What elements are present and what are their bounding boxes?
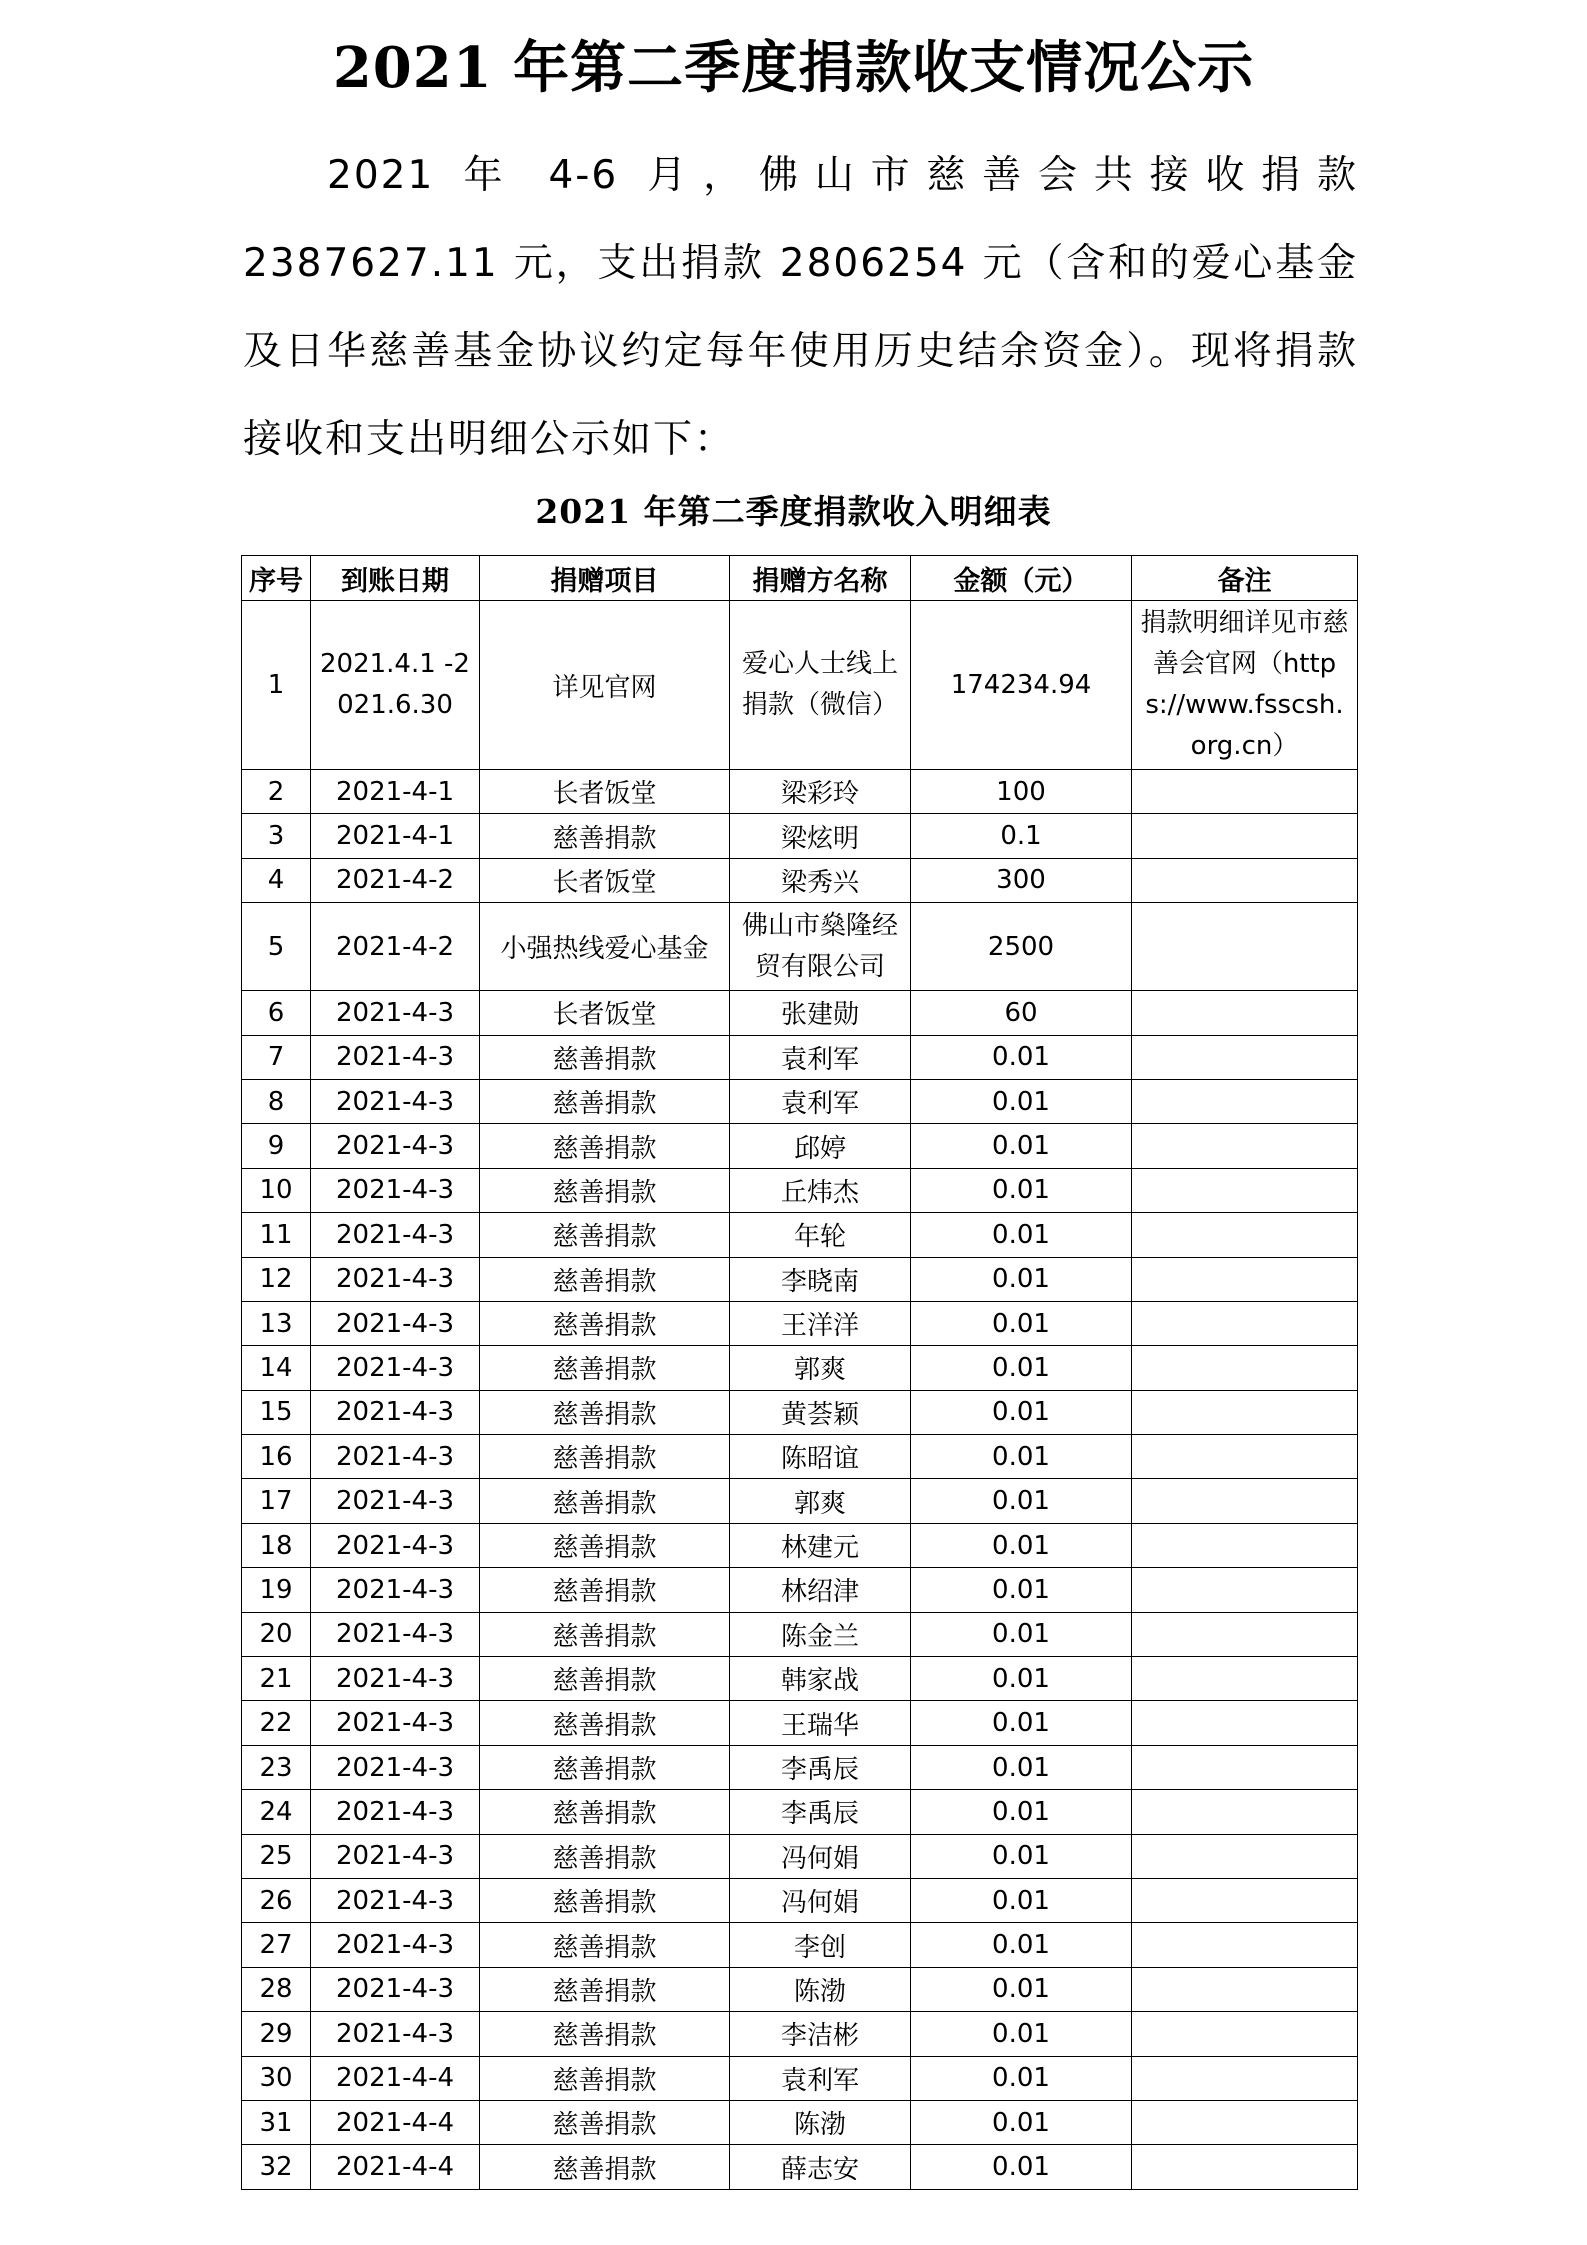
cell-amount: 0.01	[911, 1035, 1132, 1079]
table-row	[242, 601, 1358, 770]
cell-note	[1132, 770, 1358, 814]
cell-project: 慈善捐款	[480, 1923, 730, 1967]
cell-note	[1132, 1346, 1358, 1390]
cell-date: 2021-4-3	[311, 1923, 480, 1967]
cell-note	[1132, 1701, 1358, 1745]
table-row	[242, 1568, 1358, 1612]
cell-no: 31	[242, 2100, 311, 2144]
cell-donor: 邱婷	[730, 1124, 911, 1168]
cell-no: 22	[242, 1701, 311, 1745]
cell-amount: 0.01	[911, 1435, 1132, 1479]
cell-donor: 薛志安	[730, 2145, 911, 2189]
cell-no: 25	[242, 1834, 311, 1878]
cell-donor: 王瑞华	[730, 1701, 911, 1745]
cell-note	[1132, 814, 1358, 858]
cell-project: 慈善捐款	[480, 1390, 730, 1434]
cell-note	[1132, 858, 1358, 902]
cell-donor: 袁利军	[730, 2056, 911, 2100]
cell-no: 29	[242, 2012, 311, 2056]
cell-project: 慈善捐款	[480, 1257, 730, 1301]
cell-donor: 李洁彬	[730, 2012, 911, 2056]
cell-date: 2021-4-3	[311, 1346, 480, 1390]
cell-note	[1132, 1124, 1358, 1168]
cell-project: 慈善捐款	[480, 1124, 730, 1168]
cell-donor: 郭爽	[730, 1346, 911, 1390]
cell-no: 32	[242, 2145, 311, 2189]
cell-note	[1132, 1790, 1358, 1834]
cell-amount: 0.01	[911, 1657, 1132, 1701]
table-row	[242, 1523, 1358, 1567]
cell-no: 28	[242, 1967, 311, 2011]
cell-donor: 佛山市燊隆经贸有限公司	[730, 903, 911, 991]
cell-donor: 李创	[730, 1923, 911, 1967]
cell-project: 长者饭堂	[480, 770, 730, 814]
cell-no: 27	[242, 1923, 311, 1967]
table-row	[242, 1390, 1358, 1434]
cell-date: 2021-4-1	[311, 770, 480, 814]
cell-no: 8	[242, 1079, 311, 1123]
cell-project: 慈善捐款	[480, 1035, 730, 1079]
table-row	[242, 1346, 1358, 1390]
cell-project: 慈善捐款	[480, 1878, 730, 1922]
table-row	[242, 1479, 1358, 1523]
cell-amount: 0.01	[911, 1834, 1132, 1878]
cell-donor: 陈渤	[730, 1967, 911, 2011]
cell-amount: 0.01	[911, 1745, 1132, 1789]
cell-amount: 0.01	[911, 1790, 1132, 1834]
cell-donor: 李晓南	[730, 1257, 911, 1301]
cell-note	[1132, 1568, 1358, 1612]
cell-donor: 陈昭谊	[730, 1435, 911, 1479]
cell-date: 2021-4-3	[311, 1435, 480, 1479]
table-row	[242, 903, 1358, 991]
cell-note	[1132, 2056, 1358, 2100]
intro-paragraph: 2021 年 4-6 月，佛山市慈善会共接收捐款 2387627.11 元，支出捐款 2806254 元（含和的爱心基金及日华慈善基金协议约定每年使用历史结余资金）。现将捐款接收和支出明细公示如下：	[243, 153, 1358, 462]
cell-project: 慈善捐款	[480, 814, 730, 858]
cell-donor: 郭爽	[730, 1479, 911, 1523]
cell-note	[1132, 1479, 1358, 1523]
cell-date: 2021-4-2	[311, 858, 480, 902]
cell-date: 2021-4-3	[311, 1213, 480, 1257]
table-row	[242, 1657, 1358, 1701]
cell-date: 2021-4-3	[311, 1612, 480, 1656]
cell-amount: 0.01	[911, 1168, 1132, 1212]
header-no: 序号	[242, 556, 311, 601]
cell-donor: 李禹辰	[730, 1745, 911, 1789]
cell-amount: 0.01	[911, 2145, 1132, 2189]
cell-date: 2021-4-3	[311, 1390, 480, 1434]
table-header-row	[242, 556, 1358, 601]
cell-project: 慈善捐款	[480, 1523, 730, 1567]
cell-amount: 0.01	[911, 1124, 1132, 1168]
cell-note	[1132, 1923, 1358, 1967]
cell-amount: 0.01	[911, 2056, 1132, 2100]
cell-note	[1132, 1967, 1358, 2011]
table-row	[242, 1035, 1358, 1079]
cell-donor: 袁利军	[730, 1079, 911, 1123]
cell-donor: 爱心人士线上捐款（微信）	[730, 601, 911, 770]
cell-amount: 0.1	[911, 814, 1132, 858]
cell-donor: 冯何娟	[730, 1834, 911, 1878]
cell-donor: 年轮	[730, 1213, 911, 1257]
cell-amount: 0.01	[911, 1523, 1132, 1567]
cell-no: 23	[242, 1745, 311, 1789]
cell-amount: 0.01	[911, 1346, 1132, 1390]
cell-date: 2021-4-3	[311, 1523, 480, 1567]
cell-no: 17	[242, 1479, 311, 1523]
cell-date: 2021-4-3	[311, 1701, 480, 1745]
cell-project: 长者饭堂	[480, 991, 730, 1035]
cell-project: 慈善捐款	[480, 1301, 730, 1345]
cell-date: 2021-4-3	[311, 1745, 480, 1789]
cell-date: 2021-4-3	[311, 1568, 480, 1612]
cell-no: 15	[242, 1390, 311, 1434]
cell-date: 2021-4-3	[311, 2012, 480, 2056]
cell-date: 2021-4-3	[311, 1168, 480, 1212]
cell-project: 详见官网	[480, 601, 730, 770]
cell-note	[1132, 2012, 1358, 2056]
cell-date: 2021-4-4	[311, 2145, 480, 2189]
cell-donor: 陈渤	[730, 2100, 911, 2144]
cell-no: 26	[242, 1878, 311, 1922]
cell-amount: 0.01	[911, 1479, 1132, 1523]
cell-note	[1132, 1168, 1358, 1212]
cell-note	[1132, 1612, 1358, 1656]
table-row	[242, 1612, 1358, 1656]
table-row	[242, 858, 1358, 902]
cell-project: 慈善捐款	[480, 1435, 730, 1479]
cell-no: 18	[242, 1523, 311, 1567]
cell-amount: 0.01	[911, 1257, 1132, 1301]
cell-note	[1132, 1745, 1358, 1789]
cell-date: 2021-4-3	[311, 1657, 480, 1701]
table-row	[242, 1745, 1358, 1789]
cell-no: 13	[242, 1301, 311, 1345]
cell-note: 捐款明细详见市慈善会官网（https://www.fsscsh.org.cn）	[1132, 601, 1358, 770]
table-row	[242, 1168, 1358, 1212]
header-date: 到账日期	[311, 556, 480, 601]
cell-date: 2021-4-3	[311, 1878, 480, 1922]
cell-project: 慈善捐款	[480, 1568, 730, 1612]
cell-date: 2021-4-4	[311, 2100, 480, 2144]
cell-note	[1132, 2100, 1358, 2144]
cell-project: 慈善捐款	[480, 1790, 730, 1834]
cell-date: 2021-4-4	[311, 2056, 480, 2100]
cell-amount: 0.01	[911, 1390, 1132, 1434]
cell-amount: 60	[911, 991, 1132, 1035]
cell-no: 5	[242, 903, 311, 991]
cell-amount: 0.01	[911, 1301, 1132, 1345]
table-row	[242, 1967, 1358, 2011]
cell-project: 慈善捐款	[480, 2056, 730, 2100]
header-project: 捐赠项目	[480, 556, 730, 601]
cell-no: 3	[242, 814, 311, 858]
cell-project: 慈善捐款	[480, 2145, 730, 2189]
cell-note	[1132, 1213, 1358, 1257]
cell-donor: 梁彩玲	[730, 770, 911, 814]
cell-no: 12	[242, 1257, 311, 1301]
cell-project: 慈善捐款	[480, 1701, 730, 1745]
cell-no: 9	[242, 1124, 311, 1168]
header-donor: 捐赠方名称	[730, 556, 911, 601]
cell-donor: 梁秀兴	[730, 858, 911, 902]
cell-amount: 0.01	[911, 1612, 1132, 1656]
table-body	[242, 601, 1358, 2190]
cell-no: 21	[242, 1657, 311, 1701]
table-row	[242, 991, 1358, 1035]
cell-no: 30	[242, 2056, 311, 2100]
cell-note	[1132, 1435, 1358, 1479]
cell-donor: 黄荟颖	[730, 1390, 911, 1434]
header-note: 备注	[1132, 556, 1358, 601]
cell-project: 慈善捐款	[480, 2100, 730, 2144]
table-title: 2021 年第二季度捐款收入明细表	[535, 492, 1052, 531]
table-row	[242, 2012, 1358, 2056]
header-amount: 金额（元）	[911, 556, 1132, 601]
cell-no: 10	[242, 1168, 311, 1212]
cell-donor: 丘炜杰	[730, 1168, 911, 1212]
cell-amount: 100	[911, 770, 1132, 814]
table-row	[242, 814, 1358, 858]
cell-amount: 2500	[911, 903, 1132, 991]
cell-date: 2021-4-3	[311, 1124, 480, 1168]
cell-project: 慈善捐款	[480, 1834, 730, 1878]
table-row	[242, 1257, 1358, 1301]
cell-amount: 174234.94	[911, 601, 1132, 770]
cell-no: 16	[242, 1435, 311, 1479]
cell-no: 14	[242, 1346, 311, 1390]
cell-note	[1132, 1390, 1358, 1434]
cell-amount: 0.01	[911, 1967, 1132, 2011]
cell-no: 11	[242, 1213, 311, 1257]
cell-donor: 林绍津	[730, 1568, 911, 1612]
cell-note	[1132, 991, 1358, 1035]
cell-project: 慈善捐款	[480, 1612, 730, 1656]
cell-amount: 0.01	[911, 1878, 1132, 1922]
table-row	[242, 1790, 1358, 1834]
cell-note	[1132, 903, 1358, 991]
cell-no: 1	[242, 601, 311, 770]
cell-note	[1132, 1035, 1358, 1079]
cell-no: 6	[242, 991, 311, 1035]
cell-project: 慈善捐款	[480, 2012, 730, 2056]
cell-donor: 张建勋	[730, 991, 911, 1035]
cell-date: 2021-4-3	[311, 1079, 480, 1123]
cell-project: 慈善捐款	[480, 1657, 730, 1701]
cell-amount: 0.01	[911, 1568, 1132, 1612]
cell-amount: 0.01	[911, 1923, 1132, 1967]
cell-project: 慈善捐款	[480, 1168, 730, 1212]
table-row	[242, 2056, 1358, 2100]
cell-no: 2	[242, 770, 311, 814]
document-title: 2021 年第二季度捐款收支情况公示	[332, 35, 1255, 101]
cell-donor: 王洋洋	[730, 1301, 911, 1345]
cell-amount: 0.01	[911, 2100, 1132, 2144]
cell-amount: 0.01	[911, 2012, 1132, 2056]
cell-no: 19	[242, 1568, 311, 1612]
cell-note	[1132, 1523, 1358, 1567]
table-row	[242, 2145, 1358, 2189]
cell-no: 20	[242, 1612, 311, 1656]
table-row	[242, 2100, 1358, 2144]
cell-amount: 0.01	[911, 1701, 1132, 1745]
cell-date: 2021-4-3	[311, 1479, 480, 1523]
cell-date: 2021-4-3	[311, 1301, 480, 1345]
cell-date: 2021-4-1	[311, 814, 480, 858]
cell-donor: 梁炫明	[730, 814, 911, 858]
table-row	[242, 1301, 1358, 1345]
cell-amount: 0.01	[911, 1213, 1132, 1257]
table-row	[242, 770, 1358, 814]
cell-donor: 冯何娟	[730, 1878, 911, 1922]
cell-note	[1132, 1878, 1358, 1922]
cell-donor: 韩家战	[730, 1657, 911, 1701]
cell-note	[1132, 1301, 1358, 1345]
cell-date: 2021-4-2	[311, 903, 480, 991]
cell-date: 2021-4-3	[311, 991, 480, 1035]
cell-date: 2021-4-3	[311, 1257, 480, 1301]
cell-amount: 300	[911, 858, 1132, 902]
cell-project: 慈善捐款	[480, 1745, 730, 1789]
cell-no: 24	[242, 1790, 311, 1834]
cell-project: 长者饭堂	[480, 858, 730, 902]
cell-date: 2021-4-3	[311, 1790, 480, 1834]
cell-project: 慈善捐款	[480, 1479, 730, 1523]
cell-date: 2021-4-3	[311, 1967, 480, 2011]
table-row	[242, 1124, 1358, 1168]
cell-project: 慈善捐款	[480, 1079, 730, 1123]
cell-no: 7	[242, 1035, 311, 1079]
cell-date: 2021-4-3	[311, 1834, 480, 1878]
cell-project: 慈善捐款	[480, 1346, 730, 1390]
table-row	[242, 1701, 1358, 1745]
cell-project: 慈善捐款	[480, 1967, 730, 2011]
table-row	[242, 1923, 1358, 1967]
cell-date: 2021.4.1 -2021.6.30	[311, 601, 480, 770]
cell-amount: 0.01	[911, 1079, 1132, 1123]
cell-donor: 袁利军	[730, 1035, 911, 1079]
cell-donor: 陈金兰	[730, 1612, 911, 1656]
cell-note	[1132, 1657, 1358, 1701]
cell-project: 小强热线爱心基金	[480, 903, 730, 991]
cell-note	[1132, 1834, 1358, 1878]
table-row	[242, 1435, 1358, 1479]
table-row	[242, 1878, 1358, 1922]
cell-project: 慈善捐款	[480, 1213, 730, 1257]
table-row	[242, 1213, 1358, 1257]
cell-donor: 李禹辰	[730, 1790, 911, 1834]
table-row	[242, 1079, 1358, 1123]
cell-note	[1132, 2145, 1358, 2189]
cell-note	[1132, 1079, 1358, 1123]
cell-donor: 林建元	[730, 1523, 911, 1567]
cell-no: 4	[242, 858, 311, 902]
income-table	[241, 555, 1358, 2190]
cell-date: 2021-4-3	[311, 1035, 480, 1079]
table-row	[242, 1834, 1358, 1878]
cell-note	[1132, 1257, 1358, 1301]
